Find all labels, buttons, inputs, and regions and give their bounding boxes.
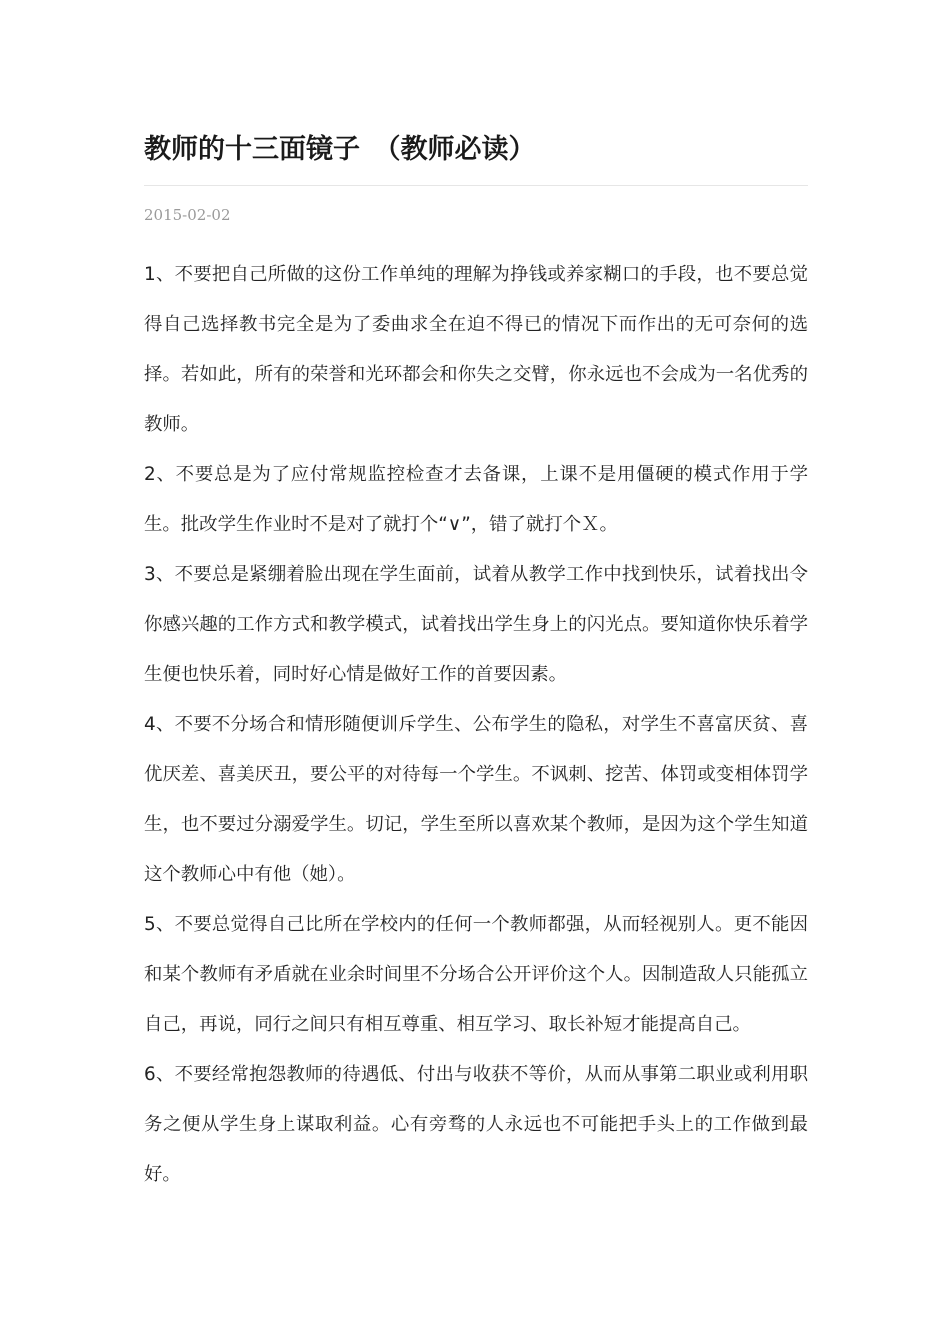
paragraph-2: 2、不要总是为了应付常规监控检查才去备课，上课不是用僵硬的模式作用于学生。批改学生作业时不是对了就打个“∨”，错了就打个Ｘ。 [144,464,808,535]
paragraph-5: 5、不要总觉得自己比所在学校内的任何一个教师都强，从而轻视别人。更不能因和某个教师有矛盾就在业余时间里不分场合公开评价这个人。因制造敌人只能孤立自己，再说，同行之间只有相互尊重、相互学习、取长补短才能提高自己。 [144,914,808,1035]
paragraph-1: 1、不要把自己所做的这份工作单纯的理解为挣钱或养家糊口的手段，也不要总觉得自己选择教书完全是为了委曲求全在迫不得已的情况下而作出的无可奈何的选择。若如此，所有的荣誉和光环都会和你失之交臂，你永远也不会成为一名优秀的教师。 [144,264,808,435]
paragraph-4: 4、不要不分场合和情形随便训斥学生、公布学生的隐私，对学生不喜富厌贫、喜优厌差、喜美厌丑，要公平的对待每一个学生。不讽刺、挖苦、体罚或变相体罚学生，也不要过分溺爱学生。切记，学生至所以喜欢某个教师，是因为这个学生知道这个教师心中有他（她）。 [144,714,808,885]
paragraph-3: 3、不要总是紧绷着脸出现在学生面前，试着从教学工作中找到快乐，试着找出令你感兴趣的工作方式和教学模式，试着找出学生身上的闪光点。要知道你快乐着学生便也快乐着，同时好心情是做好工作的首要因素。 [144,564,808,685]
article-body [144,250,808,1200]
title-divider [144,185,808,186]
publish-date: 2015-02-02 [144,206,231,224]
article-title: 教师的十三面镜子 （教师必读） [144,134,536,165]
paragraph-6: 6、不要经常抱怨教师的待遇低、付出与收获不等价，从而从事第二职业或利用职务之便从学生身上谋取利益。心有旁骛的人永远也不可能把手头上的工作做到最好。 [144,1064,808,1185]
